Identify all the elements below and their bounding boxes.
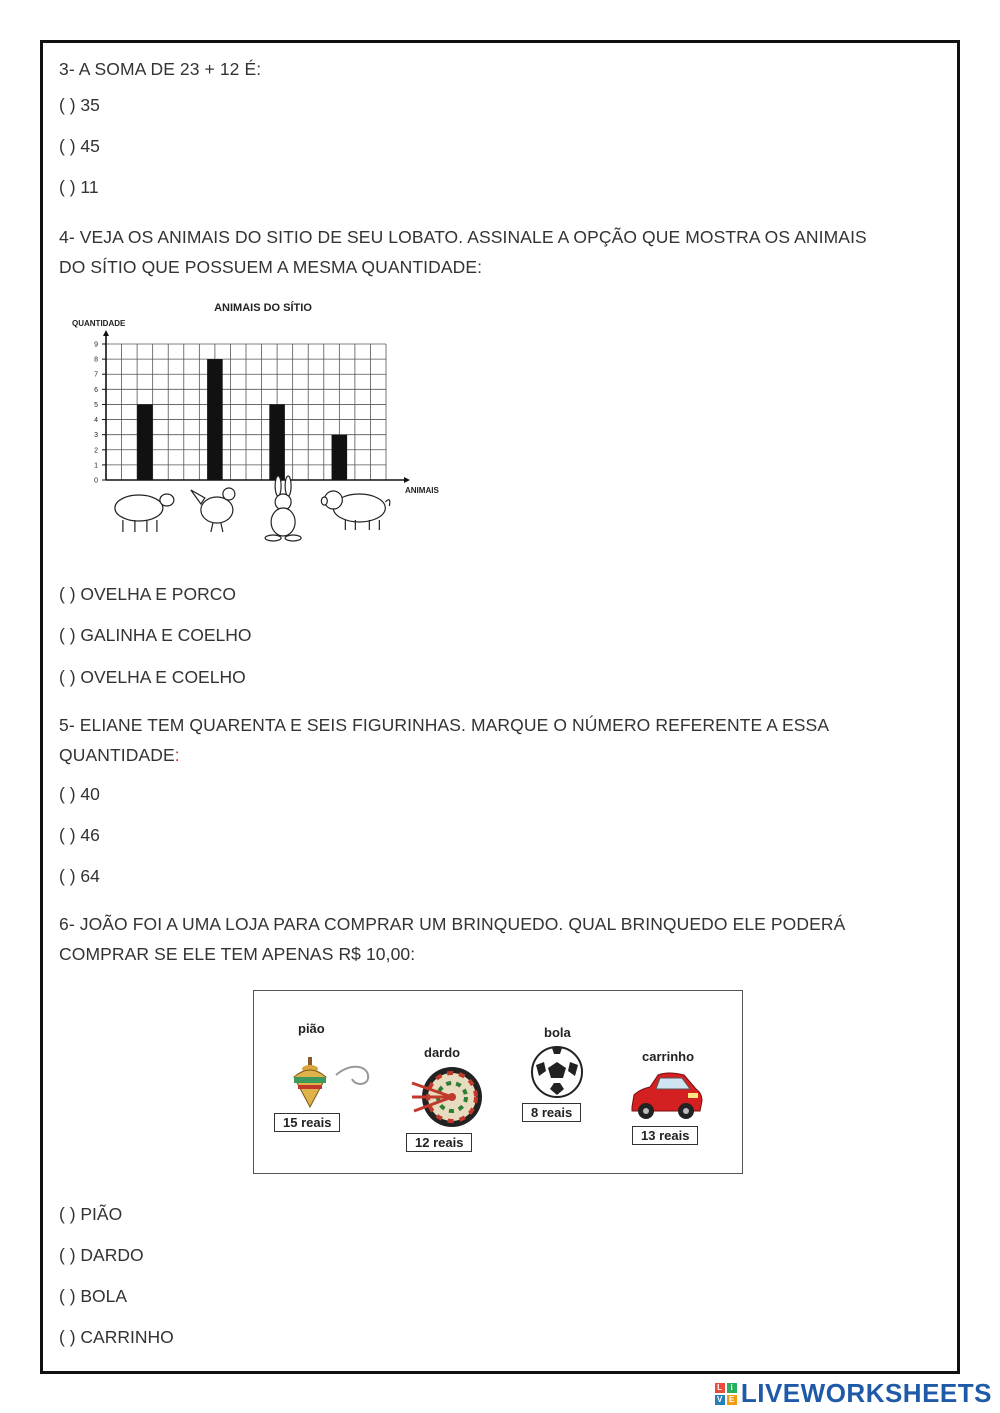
toy-car-icon <box>628 1069 704 1125</box>
y-tick-label: 0 <box>94 477 98 485</box>
q6-option-1[interactable]: ( ) PIÃO <box>59 1204 123 1224</box>
y-tick-label: 9 <box>94 341 98 349</box>
logo-letter-2: i <box>727 1383 737 1393</box>
spinning-top-icon <box>290 1053 374 1113</box>
logo-letter-4: E <box>727 1395 737 1405</box>
q3-option-2[interactable]: ( ) 45 <box>59 136 100 156</box>
toy-price-carrinho: 13 reais <box>632 1126 698 1145</box>
toy-price-piao: 15 reais <box>274 1113 340 1132</box>
toy-label-dardo: dardo <box>424 1045 461 1060</box>
q5-option-2[interactable]: ( ) 46 <box>59 825 100 845</box>
animals-bar-chart <box>60 290 460 560</box>
q4-title-line1: 4- VEJA OS ANIMAIS DO SITIO DE SEU LOBATO. ASSINALE A OPÇÃO QUE MOSTRA OS ANIMAIS <box>59 227 867 247</box>
q6-option-3[interactable]: ( ) BOLA <box>59 1286 128 1306</box>
q3-option-1[interactable]: ( ) 35 <box>59 95 100 115</box>
toy-label-bola: bola <box>544 1025 571 1040</box>
y-tick-label: 5 <box>94 401 98 409</box>
q4-option-3[interactable]: ( ) OVELHA E COELHO <box>59 667 246 687</box>
toys-panel <box>253 990 743 1174</box>
q3-title: 3- A SOMA DE 23 + 12 É: <box>59 59 262 79</box>
chart-title: ANIMAIS DO SÍTIO <box>214 302 312 314</box>
q4-option-2[interactable]: ( ) GALINHA E COELHO <box>59 625 252 645</box>
q5-option-1[interactable]: ( ) 40 <box>59 784 100 804</box>
rabbit-icon <box>265 476 301 541</box>
liveworksheets-logo-icon <box>715 1383 737 1405</box>
toy-price-bola: 8 reais <box>522 1103 581 1122</box>
q6-option-4[interactable]: ( ) CARRINHO <box>59 1327 174 1347</box>
liveworksheets-wordmark: LIVEWORKSHEETS <box>740 1378 992 1408</box>
liveworksheets-brand <box>715 1378 992 1409</box>
pig-icon <box>321 491 390 530</box>
chicken-icon <box>191 488 235 532</box>
q5-line2-colon: : <box>174 745 180 765</box>
q3-option-3[interactable]: ( ) 11 <box>59 177 99 197</box>
q6-title-line1: 6- JOÃO FOI A UMA LOJA PARA COMPRAR UM BRINQUEDO. QUAL BRINQUEDO ELE PODERÁ <box>59 914 846 934</box>
toy-price-dardo: 12 reais <box>406 1133 472 1152</box>
y-tick-label: 2 <box>94 447 98 455</box>
q5-option-3[interactable]: ( ) 64 <box>59 866 100 886</box>
y-tick-label: 7 <box>94 371 98 379</box>
soccer-ball-icon <box>530 1045 584 1099</box>
sheep-icon <box>115 494 174 532</box>
q6-option-2[interactable]: ( ) DARDO <box>59 1245 144 1265</box>
chart-ylabel: QUANTIDADE <box>72 319 126 328</box>
q4-title-line2: DO SÍTIO QUE POSSUEM A MESMA QUANTIDADE: <box>59 257 483 277</box>
bar-ovelha <box>137 404 153 480</box>
logo-letter-1: L <box>715 1383 725 1393</box>
x-axis-arrow <box>404 477 410 483</box>
chart-xlabel: ANIMAIS <box>405 486 439 495</box>
q5-title-line2 <box>59 740 180 770</box>
q6-title-line2: COMPRAR SE ELE TEM APENAS R$ 10,00: <box>59 944 416 964</box>
y-tick-label: 1 <box>94 462 98 470</box>
q5-line2-text: QUANTIDADE <box>59 745 175 765</box>
bar-galinha <box>207 359 223 480</box>
y-tick-label: 8 <box>94 356 98 364</box>
y-tick-label: 6 <box>94 386 98 394</box>
y-tick-label: 3 <box>94 432 98 440</box>
q5-title-line1: 5- ELIANE TEM QUARENTA E SEIS FIGURINHAS. MARQUE O NÚMERO REFERENTE A ESSA <box>59 715 830 735</box>
q4-option-1[interactable]: ( ) OVELHA E PORCO <box>59 584 236 604</box>
bar-porco <box>332 435 348 480</box>
toy-label-piao: pião <box>298 1021 325 1036</box>
toy-label-carrinho: carrinho <box>642 1049 695 1064</box>
logo-letter-3: V <box>715 1395 725 1405</box>
dartboard-icon <box>406 1065 486 1129</box>
y-axis-arrow <box>103 330 109 336</box>
y-tick-label: 4 <box>94 417 98 425</box>
bar-coelho <box>269 404 285 480</box>
